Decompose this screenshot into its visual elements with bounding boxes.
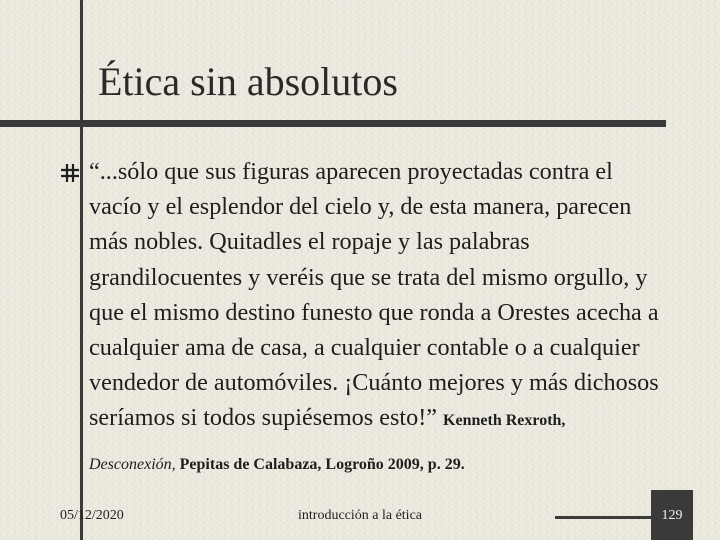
footer-date: 05/12/2020 bbox=[60, 508, 124, 523]
footer-title: introducción a la ética bbox=[298, 508, 422, 523]
citation-publication: Pepitas de Calabaza, Logroño 2009, p. 29. bbox=[179, 456, 465, 473]
footer-rule bbox=[555, 516, 651, 519]
citation-line bbox=[89, 456, 689, 474]
page-number: 129 bbox=[661, 508, 683, 523]
page-number-box bbox=[651, 490, 693, 540]
citation-work: Desconexión, bbox=[89, 456, 176, 473]
quote-text bbox=[89, 154, 669, 439]
quote-author: Kenneth Rexroth, bbox=[443, 412, 566, 430]
slide-title: Ética sin absolutos bbox=[98, 59, 398, 104]
title-underline-rule bbox=[0, 120, 666, 127]
quote-body: “...sólo que sus figuras aparecen proyectadas contra el vacío y el esplendor del cielo y, de esta manera, parecen más nobles. Quitadles el ropaje y las palabras grandilocuentes y veréis que se trata del mismo orgullo, y que el mismo destino funesto que ronda a Orestes acecha a cualquier ama de casa, a cualquier contable o a cualquier vendedor de automóviles. ¡Cuánto mejores y más dichosos seríamos si todos supiésemos esto!” bbox=[89, 158, 659, 432]
hash-bullet-icon bbox=[59, 162, 81, 184]
left-accent-bar bbox=[80, 0, 83, 540]
